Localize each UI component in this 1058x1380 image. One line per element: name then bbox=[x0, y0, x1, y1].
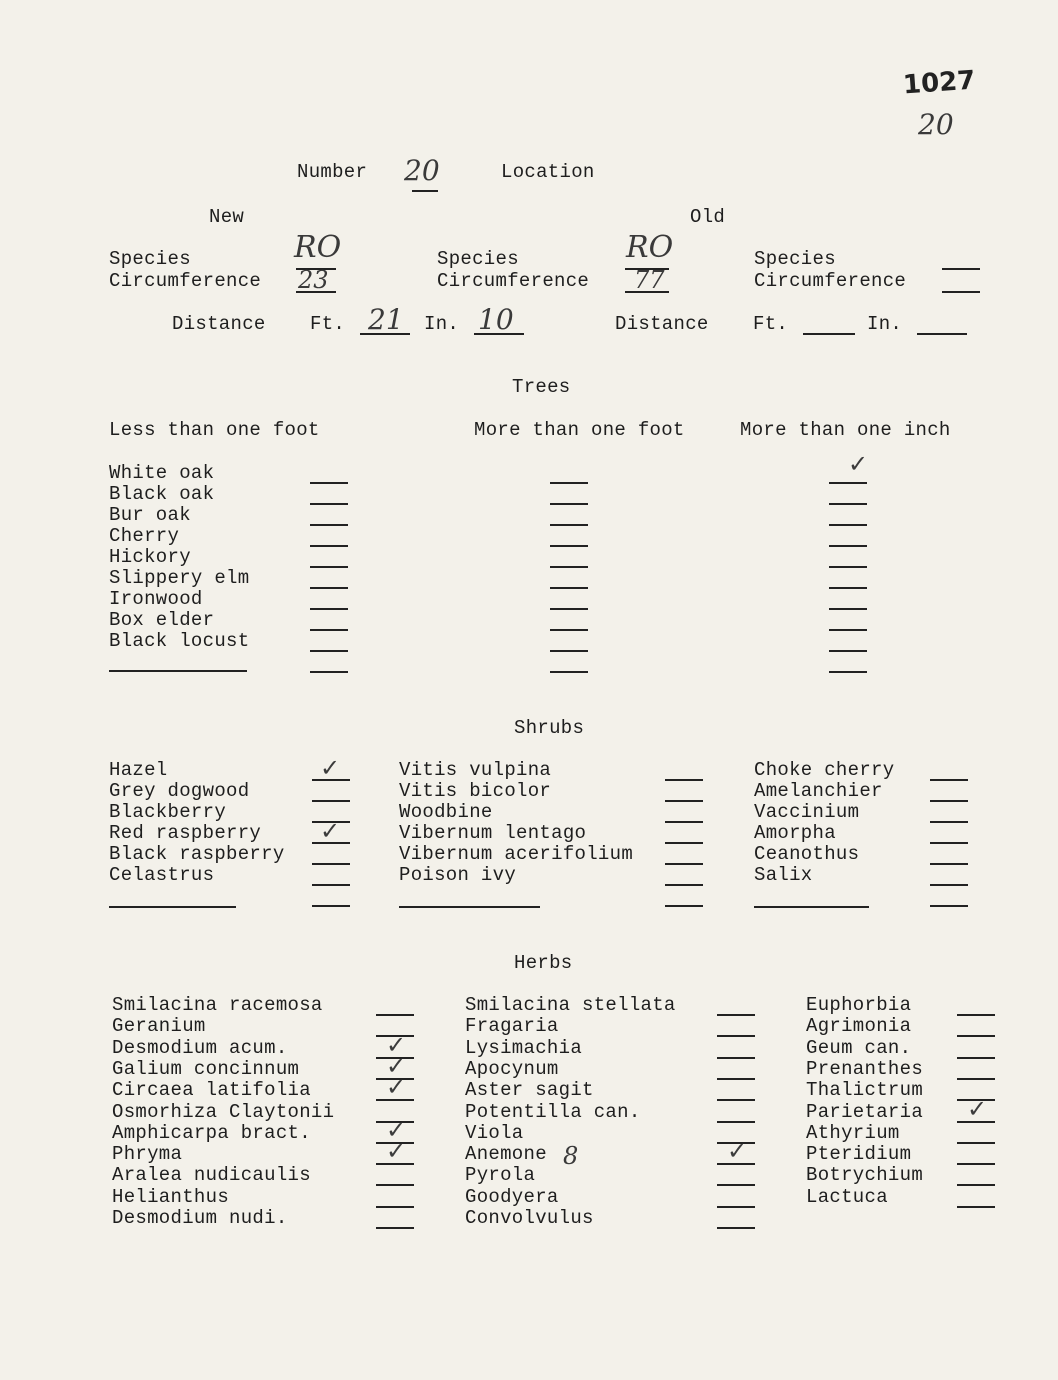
herb-item-pteridium: Pteridium bbox=[806, 1143, 912, 1166]
shrub-item-red-raspberry: Red raspberry bbox=[109, 822, 262, 844]
herb-blank-line bbox=[957, 1206, 995, 1208]
herb-blank-line bbox=[717, 1057, 755, 1059]
tree-blank-more-inch bbox=[829, 608, 867, 610]
white-oak-check: ✓ bbox=[848, 450, 869, 478]
shrub-item-vibernum-acerifolium: Vibernum acerifolium bbox=[399, 843, 634, 865]
shrub-blank-line bbox=[930, 863, 968, 865]
number-label: Number bbox=[297, 161, 368, 183]
tree-item-cherry: Cherry bbox=[109, 525, 180, 547]
shrub-check-red-raspberry: ✓ bbox=[320, 817, 341, 845]
new-circ-value: 23 bbox=[298, 266, 329, 294]
herb-blank-line bbox=[717, 1206, 755, 1208]
herb-blank-line bbox=[376, 1014, 414, 1016]
tree-blank-more-foot bbox=[550, 650, 588, 652]
shrub-blank-line bbox=[665, 884, 703, 886]
herb-blank-line bbox=[376, 1184, 414, 1186]
herb-item-thalictrum: Thalictrum bbox=[806, 1079, 924, 1102]
herb-item-circaea-latifolia: Circaea latifolia bbox=[112, 1079, 311, 1102]
tree-blank-less-foot bbox=[310, 503, 348, 505]
herb-check-galium-concinnum: ✓ bbox=[386, 1051, 407, 1080]
tree-item-slippery-elm: Slippery elm bbox=[109, 567, 250, 589]
herb-check-circaea-latifolia: ✓ bbox=[386, 1073, 407, 1102]
shrub-blank-line bbox=[930, 821, 968, 823]
trees-col2-header: More than one foot bbox=[474, 419, 685, 441]
tree-blank-more-inch bbox=[829, 587, 867, 589]
herb-item-athyrium: Athyrium bbox=[806, 1121, 900, 1144]
shrub-item-vaccinium: Vaccinium bbox=[754, 801, 860, 823]
tree-blank-more-foot bbox=[550, 587, 588, 589]
herb-item-phryma: Phryma bbox=[112, 1143, 183, 1166]
herb-check-desmodium-acum: ✓ bbox=[386, 1030, 407, 1059]
tree-item-white-oak: White oak bbox=[109, 462, 215, 484]
tree-blank-more-inch bbox=[829, 545, 867, 547]
herb-blank-line bbox=[957, 1057, 995, 1059]
herb-blank-line bbox=[717, 1035, 755, 1037]
location-label: Location bbox=[501, 161, 595, 183]
herb-item-lactuca: Lactuca bbox=[806, 1185, 888, 1208]
herb-item-lysimachia: Lysimachia bbox=[465, 1036, 583, 1059]
in-label-2: In. bbox=[867, 313, 903, 335]
herb-item-convolvulus: Convolvulus bbox=[465, 1207, 594, 1229]
shrubs-blank-1 bbox=[109, 906, 236, 908]
species-label-2: Species bbox=[437, 248, 519, 270]
tree-blank-more-inch bbox=[829, 671, 867, 673]
shrub-item-grey-dogwood: Grey dogwood bbox=[109, 780, 250, 802]
tree-item-box-elder: Box elder bbox=[109, 609, 215, 631]
herb-item-anemone: Anemone bbox=[465, 1143, 547, 1166]
herb-blank-line bbox=[957, 1078, 995, 1080]
tree-blank-less-foot bbox=[310, 587, 348, 589]
shrub-item-choke-cherry: Choke cherry bbox=[754, 759, 895, 781]
old-species-value: RO bbox=[626, 230, 674, 265]
old-circ-line bbox=[625, 291, 669, 293]
herb-check-parietaria: ✓ bbox=[967, 1094, 988, 1123]
tree-blank-more-inch bbox=[829, 482, 867, 484]
new-label: New bbox=[209, 206, 245, 228]
trees-col1-header: Less than one foot bbox=[109, 419, 320, 441]
shrub-item-poison-ivy: Poison ivy bbox=[399, 864, 517, 886]
shrub-item-woodbine: Woodbine bbox=[399, 801, 493, 823]
herb-blank-line bbox=[957, 1142, 995, 1144]
herb-item-euphorbia: Euphorbia bbox=[806, 994, 912, 1016]
distance-label-2: Distance bbox=[615, 313, 709, 335]
shrub-item-black-raspberry: Black raspberry bbox=[109, 843, 285, 865]
circ-3-line bbox=[942, 291, 980, 293]
shrub-blank-line bbox=[930, 800, 968, 802]
species-label-3: Species bbox=[754, 248, 836, 270]
herb-item-amphicarpa-bract: Amphicarpa bract. bbox=[112, 1121, 311, 1144]
tree-item-ironwood: Ironwood bbox=[109, 588, 203, 610]
tree-blank-more-inch bbox=[829, 650, 867, 652]
shrub-blank-line bbox=[665, 779, 703, 781]
herb-check-phryma: ✓ bbox=[386, 1137, 407, 1166]
shrub-blank-line bbox=[665, 800, 703, 802]
shrub-blank-line bbox=[312, 905, 350, 907]
herb-item-helianthus: Helianthus bbox=[112, 1185, 230, 1208]
ft-line-2 bbox=[803, 333, 855, 335]
shrub-blank-line bbox=[930, 884, 968, 886]
species-label-1: Species bbox=[109, 248, 191, 270]
herb-item-apocynum: Apocynum bbox=[465, 1057, 559, 1080]
ft-line-1 bbox=[360, 333, 410, 335]
corner-note: 20 bbox=[918, 108, 954, 141]
shrub-blank-line bbox=[665, 905, 703, 907]
in-line-2 bbox=[917, 333, 967, 335]
herb-item-goodyera: Goodyera bbox=[465, 1185, 559, 1208]
tree-blank-less-foot bbox=[310, 545, 348, 547]
shrub-blank-line bbox=[930, 779, 968, 781]
herb-blank-line bbox=[957, 1014, 995, 1016]
trees-title: Trees bbox=[512, 376, 571, 398]
trees-col3-header: More than one inch bbox=[740, 419, 951, 441]
herb-item-geum-can: Geum can. bbox=[806, 1036, 912, 1059]
herb-item-galium-concinnum: Galium concinnum bbox=[112, 1057, 300, 1080]
shrub-blank-line bbox=[312, 863, 350, 865]
tree-blank-more-foot bbox=[550, 503, 588, 505]
shrub-item-amelanchier: Amelanchier bbox=[754, 780, 883, 802]
herb-blank-line bbox=[957, 1184, 995, 1186]
herb-item-smilacina-racemosa: Smilacina racemosa bbox=[112, 994, 323, 1016]
record-id: 1027 bbox=[902, 65, 977, 101]
herb-item-viola: Viola bbox=[465, 1121, 524, 1144]
herb-blank-line bbox=[717, 1099, 755, 1101]
herb-item-desmodium-acum: Desmodium acum. bbox=[112, 1036, 288, 1059]
tree-blank-more-foot bbox=[550, 545, 588, 547]
in-label-1: In. bbox=[424, 313, 460, 335]
tree-item-black-locust: Black locust bbox=[109, 630, 250, 652]
ft-label-2: Ft. bbox=[753, 313, 789, 335]
tree-blank-more-inch bbox=[829, 503, 867, 505]
new-circ-line bbox=[296, 291, 336, 293]
shrub-item-salix: Salix bbox=[754, 864, 813, 886]
herb-item-prenanthes: Prenanthes bbox=[806, 1057, 924, 1080]
herb-item-osmorhiza-claytonii: Osmorhiza Claytonii bbox=[112, 1100, 335, 1123]
herb-item-agrimonia: Agrimonia bbox=[806, 1015, 912, 1038]
herbs-title: Herbs bbox=[514, 952, 573, 974]
trees-blank-entry bbox=[109, 670, 247, 672]
herb-item-smilacina-stellata: Smilacina stellata bbox=[465, 994, 676, 1016]
shrub-item-amorpha: Amorpha bbox=[754, 822, 836, 844]
herb-item-potentilla-can: Potentilla can. bbox=[465, 1100, 641, 1123]
anemone-note: 8 bbox=[563, 1142, 579, 1170]
herb-blank-line bbox=[376, 1206, 414, 1208]
tree-item-black-oak: Black oak bbox=[109, 483, 215, 505]
tree-blank-more-inch bbox=[829, 566, 867, 568]
shrubs-title: Shrubs bbox=[514, 717, 585, 739]
shrub-blank-line bbox=[665, 821, 703, 823]
shrub-item-vitis-bicolor: Vitis bicolor bbox=[399, 780, 552, 802]
herb-item-fragaria: Fragaria bbox=[465, 1015, 559, 1038]
tree-blank-less-foot bbox=[310, 671, 348, 673]
tree-blank-less-foot bbox=[310, 629, 348, 631]
herb-check-amphicarpa-bract: ✓ bbox=[386, 1115, 407, 1144]
circumference-label-2: Circumference bbox=[437, 270, 590, 292]
shrub-blank-line bbox=[930, 905, 968, 907]
tree-blank-less-foot bbox=[310, 524, 348, 526]
shrub-item-ceanothus: Ceanothus bbox=[754, 843, 860, 865]
shrub-item-blackberry: Blackberry bbox=[109, 801, 227, 823]
tree-blank-less-foot bbox=[310, 608, 348, 610]
herb-item-pyrola: Pyrola bbox=[465, 1164, 536, 1187]
in-line-1 bbox=[474, 333, 524, 335]
shrubs-blank-2 bbox=[399, 906, 540, 908]
number-underline bbox=[412, 190, 438, 192]
shrub-item-vibernum-lentago: Vibernum lentago bbox=[399, 822, 587, 844]
tree-blank-more-inch bbox=[829, 629, 867, 631]
herb-blank-line bbox=[957, 1163, 995, 1165]
ft-label-1: Ft. bbox=[310, 313, 346, 335]
circumference-label-3: Circumference bbox=[754, 270, 907, 292]
herb-blank-line bbox=[717, 1078, 755, 1080]
herb-item-parietaria: Parietaria bbox=[806, 1100, 924, 1123]
shrub-blank-line bbox=[665, 842, 703, 844]
ft-value: 21 bbox=[368, 303, 404, 336]
herb-blank-line bbox=[957, 1035, 995, 1037]
herb-item-aster-sagit: Aster sagit bbox=[465, 1079, 594, 1102]
tree-blank-more-inch bbox=[829, 524, 867, 526]
shrub-blank-line bbox=[312, 800, 350, 802]
tree-blank-more-foot bbox=[550, 566, 588, 568]
species-3-line bbox=[942, 268, 980, 270]
old-label: Old bbox=[690, 206, 726, 228]
herb-blank-line bbox=[717, 1014, 755, 1016]
circumference-label-1: Circumference bbox=[109, 270, 262, 292]
distance-label-1: Distance bbox=[172, 313, 266, 335]
tree-blank-less-foot bbox=[310, 650, 348, 652]
old-circ-value: 77 bbox=[634, 266, 665, 294]
shrub-blank-line bbox=[665, 863, 703, 865]
shrub-blank-line bbox=[930, 842, 968, 844]
herb-blank-line bbox=[376, 1227, 414, 1229]
tree-blank-more-foot bbox=[550, 671, 588, 673]
herb-check-anemone: ✓ bbox=[727, 1137, 748, 1166]
shrub-item-celastrus: Celastrus bbox=[109, 864, 215, 886]
tree-item-hickory: Hickory bbox=[109, 546, 191, 568]
in-value: 10 bbox=[478, 303, 514, 336]
herb-item-aralea-nudicaulis: Aralea nudicaulis bbox=[112, 1164, 311, 1187]
tree-item-bur-oak: Bur oak bbox=[109, 504, 191, 526]
herb-item-desmodium-nudi: Desmodium nudi. bbox=[112, 1207, 288, 1229]
shrub-item-vitis-vulpina: Vitis vulpina bbox=[399, 759, 552, 781]
tree-blank-more-foot bbox=[550, 629, 588, 631]
herb-blank-line bbox=[717, 1121, 755, 1123]
new-species-value: RO bbox=[294, 230, 342, 265]
number-value: 20 bbox=[404, 154, 440, 187]
herb-blank-line bbox=[717, 1227, 755, 1229]
shrub-check-hazel: ✓ bbox=[320, 754, 341, 782]
shrubs-blank-3 bbox=[754, 906, 869, 908]
tree-blank-more-foot bbox=[550, 524, 588, 526]
tree-blank-more-foot bbox=[550, 482, 588, 484]
shrub-item-hazel: Hazel bbox=[109, 759, 168, 781]
tree-blank-less-foot bbox=[310, 482, 348, 484]
herb-item-botrychium: Botrychium bbox=[806, 1164, 924, 1187]
tree-blank-less-foot bbox=[310, 566, 348, 568]
herb-item-geranium: Geranium bbox=[112, 1015, 206, 1038]
herb-blank-line bbox=[717, 1184, 755, 1186]
shrub-blank-line bbox=[312, 884, 350, 886]
tree-blank-more-foot bbox=[550, 608, 588, 610]
